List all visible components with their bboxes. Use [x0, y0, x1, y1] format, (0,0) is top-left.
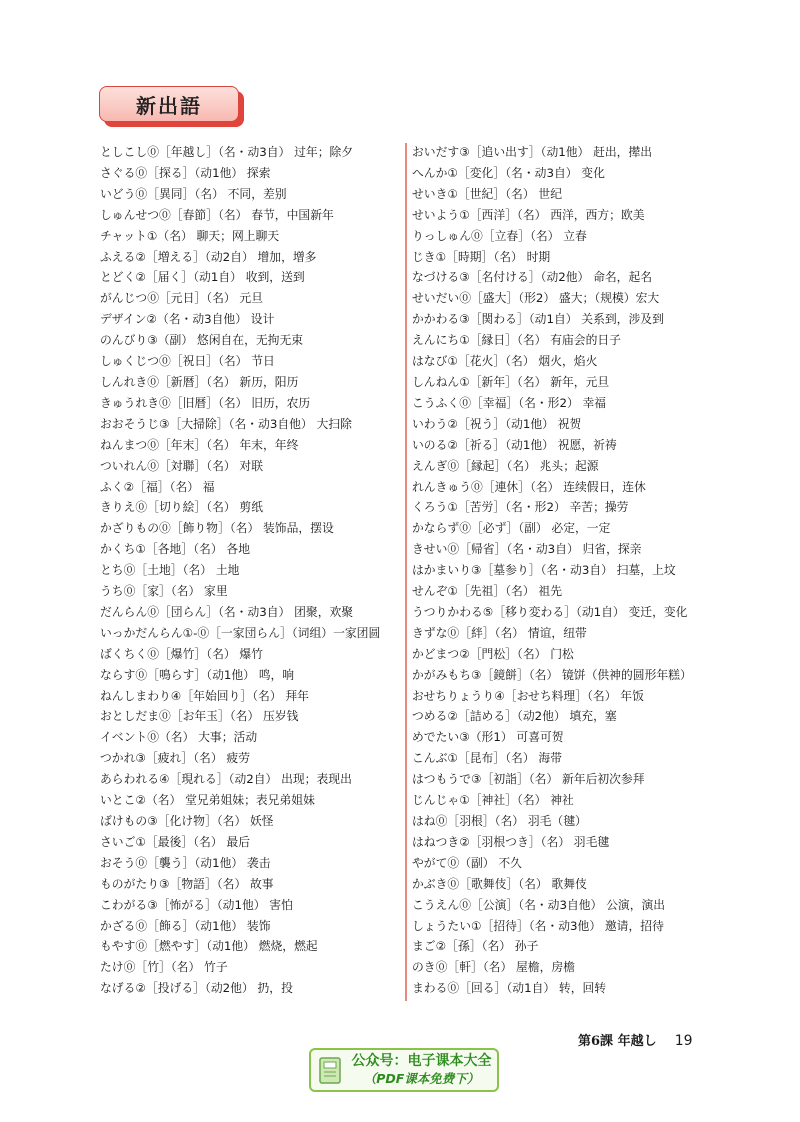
vocab-entry: くろう①［苦労］（名・形2） 辛苦；操劳 — [412, 500, 629, 515]
vocab-entry: かどまつ②［門松］（名） 门松 — [412, 646, 574, 661]
vocab-entry: いとこ②（名） 堂兄弟姐妹；表兄弟姐妹 — [100, 793, 315, 808]
vocab-entry: せいだい⓪［盛大］（形2） 盛大；（规模）宏大 — [412, 291, 660, 306]
section-title: 新出語 — [99, 86, 239, 122]
vocab-entry: じんじゃ①［神社］（名） 神社 — [412, 793, 574, 808]
watermark-text — [346, 1052, 497, 1088]
vocab-entry: いのる②［祈る］（动1他） 祝愿，祈祷 — [412, 437, 617, 452]
vocab-entry: さぐる⓪［探る］（动1他） 探索 — [100, 165, 271, 180]
vocab-entry: へんか①［変化］（名・动3自） 变化 — [412, 165, 605, 180]
vocab-entry: ならす⓪［鳴らす］（动1他） 鸣，响 — [100, 667, 295, 682]
vocab-entry: かかわる③［関わる］（动1自） 关系到，涉及到 — [412, 312, 664, 327]
vocab-entry: はなび①［花火］（名） 烟火，焰火 — [412, 354, 598, 369]
vocab-entry: だんらん⓪［団らん］（名・动3自） 团聚，欢聚 — [100, 604, 354, 619]
vocab-entry: じき①［時期］（名） 时期 — [412, 249, 551, 264]
vocab-entry: おせちりょうり④［おせち料理］（名） 年饭 — [412, 688, 644, 703]
vocab-entry: なげる②［投げる］（动2他） 扔，投 — [100, 981, 293, 996]
vocab-entry: しんれき⓪［新暦］（名） 新历，阳历 — [100, 374, 299, 389]
vocab-entry: さいご①［最後］（名） 最后 — [100, 834, 250, 849]
vocab-entry: いわう②［祝う］（动1他） 祝贺 — [412, 416, 582, 431]
vocab-entry: かがみもち③［鏡餅］（名） 镜饼（供神的圆形年糕） — [412, 667, 692, 682]
vocab-entry: ねんしまわり④［年始回り］（名） 拜年 — [100, 688, 309, 703]
vocab-entry: きずな⓪［絆］（名） 情谊，纽带 — [412, 625, 587, 640]
vocab-entry: しゅくじつ⓪［祝日］（名） 节日 — [100, 354, 275, 369]
vocab-entry: かぶき⓪［歌舞伎］（名） 歌舞伎 — [412, 876, 587, 891]
vocab-entry: こうふく⓪［幸福］（名・形2） 幸福 — [412, 395, 607, 410]
vocab-entry: ふく②［福］（名） 福 — [100, 479, 215, 494]
vocab-entry: はつもうで③［初詣］（名） 新年后初次参拜 — [412, 772, 645, 787]
vocab-entry: えんぎ⓪［縁起］（名） 兆头；起源 — [412, 458, 599, 473]
vocab-entry: せいき①［世紀］（名） 世纪 — [412, 186, 562, 201]
vocab-entry: つめる②［詰める］（动2他） 填充，塞 — [412, 709, 617, 724]
vocab-entry: うつりかわる⑤［移り変わる］（动1自） 变迁，变化 — [412, 604, 688, 619]
vocab-entry: イベント⓪（名） 大事；活动 — [100, 730, 258, 745]
vocab-entry: めでたい③（形1） 可喜可贺 — [412, 730, 564, 745]
vocab-entry: うち⓪［家］（名） 家里 — [100, 584, 228, 599]
vocab-entry: ふえる②［増える］（动2自） 增加，增多 — [100, 249, 317, 264]
vocab-entry: えんにち①［縁日］（名） 有庙会的日子 — [412, 333, 621, 348]
column-divider — [405, 143, 407, 1001]
vocab-entry: とち⓪［土地］（名） 土地 — [100, 563, 240, 578]
vocab-entry: としこし⓪［年越し］（名・动3自） 过年；除夕 — [100, 145, 354, 159]
watermark-stamp — [309, 1048, 499, 1092]
vocab-entry: いっかだんらん①-⓪［一家団らん］（词组）一家团圆 — [100, 625, 381, 640]
vocab-entry: はねつき②［羽根つき］（名） 羽毛毽 — [412, 834, 610, 849]
vocab-entry: はかまいり③［墓参り］（名・动3自） 扫墓，上坟 — [412, 563, 676, 578]
vocab-entry: おおそうじ③［大掃除］（名・动3自他） 大扫除 — [100, 416, 352, 431]
vocab-entry: しゅんせつ⓪［春節］（名） 春节，中国新年 — [100, 207, 334, 222]
vocab-entry: やがて⓪（副） 不久 — [412, 855, 522, 870]
vocab-entry: まわる⓪［回る］（动1自） 转，回转 — [412, 981, 607, 996]
vocab-entry: なづける③［名付ける］（动2他） 命名，起名 — [412, 270, 653, 285]
vocab-entry: ついれん⓪［対聯］（名） 对联 — [100, 458, 264, 473]
vocab-entry: がんじつ⓪［元日］（名） 元旦 — [100, 291, 264, 306]
vocab-entry: きりえ⓪［切り絵］（名） 剪纸 — [100, 500, 264, 515]
watermark-line-2: （PDF课本免费下） — [363, 1071, 480, 1086]
lesson-title: 第6課 年越し — [578, 1034, 657, 1049]
vocab-entry: しょうたい①［招待］（名・动3他） 邀请，招待 — [412, 918, 664, 933]
vocab-entry: かくち①［各地］（名） 各地 — [100, 542, 250, 557]
vocab-entry: チャット①（名） 聊天；网上聊天 — [100, 228, 280, 243]
vocab-entry: おいだす③［追い出す］（动1他） 赶出，撵出 — [412, 145, 653, 159]
vocab-entry: しんねん①［新年］（名） 新年，元旦 — [412, 374, 610, 389]
vocab-entry: あらわれる④［現れる］（动2自） 出现；表现出 — [100, 772, 352, 787]
vocab-entry: いどう⓪［異同］（名） 不同，差别 — [100, 186, 287, 201]
vocab-entry: つかれ③［疲れ］（名） 疲劳 — [100, 751, 250, 766]
vocab-entry: ばくちく⓪［爆竹］（名） 爆竹 — [100, 646, 264, 661]
vocab-entry: きゅうれき⓪［旧暦］（名） 旧历，农历 — [100, 395, 311, 410]
vocab-entry: りっしゅん⓪［立春］（名） 立春 — [412, 228, 587, 243]
vocab-entry: こうえん⓪［公演］（名・动3自他） 公演，演出 — [412, 897, 666, 912]
vocab-entry: かざりもの⓪［飾り物］（名） 装饰品，摆设 — [100, 521, 334, 536]
vocab-column-left — [100, 142, 400, 999]
vocab-entry: もやす⓪［燃やす］（动1他） 燃烧，燃起 — [100, 939, 318, 954]
vocab-entry: まご②［孫］（名） 孙子 — [412, 939, 539, 954]
vocab-entry: こわがる③［怖がる］（动1他） 害怕 — [100, 897, 293, 912]
vocab-entry: とどく②［届く］（动1自） 收到，送到 — [100, 270, 305, 285]
page-footer — [578, 1030, 693, 1049]
vocab-entry: かならず⓪［必ず］（副） 必定，一定 — [412, 521, 611, 536]
watermark-line-1: 公众号：电子课本大全 — [351, 1053, 492, 1069]
vocab-entry: おそう⓪［襲う］（动1他） 袭击 — [100, 855, 271, 870]
book-icon — [316, 1053, 346, 1087]
vocab-entry: のんびり③（副） 悠闲自在，无拘无束 — [100, 333, 304, 348]
vocab-entry: ねんまつ⓪［年末］（名） 年末，年终 — [100, 437, 299, 452]
vocab-entry: おとしだま⓪［お年玉］（名） 压岁钱 — [100, 709, 299, 724]
page-number: 19 — [674, 1033, 693, 1049]
vocab-entry: れんきゅう⓪［連休］（名） 连续假日，连休 — [412, 479, 646, 494]
vocab-entry: たけ⓪［竹］（名） 竹子 — [100, 960, 228, 975]
vocab-entry: こんぶ①［昆布］（名） 海带 — [412, 751, 562, 766]
vocab-entry: のき⓪［軒］（名） 屋檐，房檐 — [412, 960, 576, 975]
vocab-entry: せんぞ①［先祖］（名） 祖先 — [412, 584, 562, 599]
vocab-column-right — [412, 142, 712, 999]
vocab-entry: デザイン②（名・动3自他） 设计 — [100, 312, 275, 327]
vocab-entry: ばけもの③［化け物］（名） 妖怪 — [100, 814, 274, 828]
vocab-entry: せいよう①［西洋］（名） 西洋，西方；欧美 — [412, 207, 645, 222]
section-title-badge — [99, 86, 245, 128]
vocab-entry: きせい⓪［帰省］（名・动3自） 归省，探亲 — [412, 542, 642, 557]
vocab-entry: はね⓪［羽根］（名） 羽毛（毽） — [412, 814, 587, 828]
vocab-entry: かざる⓪［飾る］（动1他） 装饰 — [100, 918, 271, 933]
vocab-entry: ものがたり③［物語］（名） 故事 — [100, 876, 274, 891]
